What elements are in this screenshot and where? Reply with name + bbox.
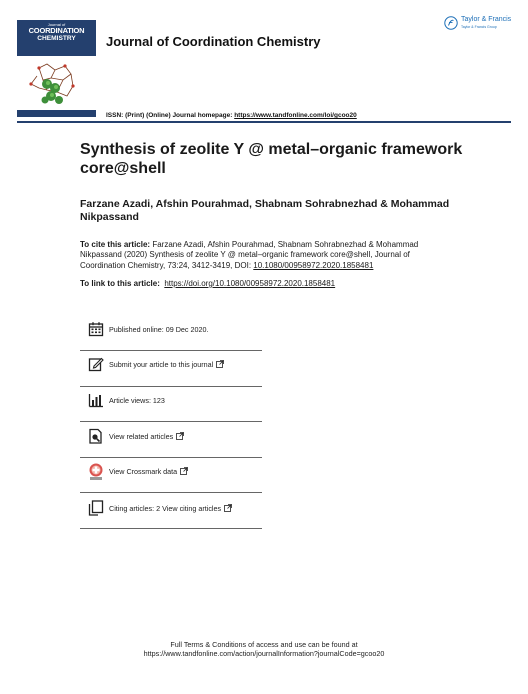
calendar-icon (88, 321, 104, 337)
crossmark-link[interactable]: View Crossmark data (109, 467, 178, 476)
publisher-name: Taylor & Francis (461, 16, 512, 23)
article-doi-link[interactable]: https://doi.org/10.1080/00958972.2020.1858481 (164, 279, 336, 288)
related-articles-link[interactable]: View related articles (109, 432, 174, 441)
external-link-icon (224, 504, 232, 512)
cover-bottom-band (17, 110, 96, 117)
cover-title-line-2: CHEMISTRY (37, 34, 76, 42)
header-divider (17, 121, 511, 123)
citation-text: Farzane Azadi, Afshin Pourahmad, Shabnam Sohrabnezhad & Mohammad Nikpassand (2020) Synthesis of zeolite Y @ metal–organic framework core@shell, Journal of Coordination Chemistry, 73:24, 3412-3419, DOI: (80, 240, 419, 270)
footer-terms (0, 640, 528, 658)
cover-molecule-illustration (17, 56, 96, 117)
external-link-icon (180, 467, 188, 475)
citing-articles-link[interactable]: Citing articles: 2 View citing articles (109, 504, 222, 513)
submit-article-label-wrap (109, 360, 224, 369)
citation-doi-link[interactable]: 10.1080/00958972.2020.1858481 (253, 260, 374, 270)
crossmark-label-wrap (109, 467, 188, 476)
journal-title: Journal of Coordination Chemistry (106, 34, 321, 49)
row-divider (80, 350, 262, 351)
row-divider (80, 421, 262, 422)
crossmark-row[interactable] (88, 463, 262, 493)
related-articles-label-wrap (109, 432, 184, 441)
journal-cover-thumbnail (17, 20, 96, 117)
footer-terms-link[interactable]: https://www.tandfonline.com/action/journalInformation?journalCode=gcoo20 (143, 649, 385, 658)
bar-chart-icon (88, 392, 104, 408)
crossmark-icon (88, 463, 104, 481)
cover-title-line-1: COORDINATION (28, 26, 85, 35)
cover-title-band (17, 20, 96, 56)
citing-articles-label-wrap (109, 504, 232, 513)
article-title: Synthesis of zeolite Y @ metal–organic framework core@shell (80, 141, 463, 177)
external-link-icon (216, 360, 224, 368)
document-search-icon (88, 428, 104, 444)
citing-articles-row[interactable] (88, 500, 262, 530)
cover-title-small: Journal of (47, 22, 66, 27)
publisher-emblem-icon (444, 16, 458, 30)
submit-article-row[interactable] (88, 356, 262, 386)
related-articles-row[interactable] (88, 428, 262, 458)
issn-line (106, 112, 357, 119)
citation-label: To cite this article: (80, 240, 151, 249)
row-divider (80, 386, 262, 387)
article-views-row (88, 392, 262, 422)
journal-homepage-link[interactable]: https://www.tandfonline.com/loi/gcoo20 (234, 112, 357, 119)
publisher-logo (444, 15, 514, 33)
external-link-icon (176, 432, 184, 440)
citation-block (80, 240, 430, 271)
submit-article-link[interactable]: Submit your article to this journal (109, 360, 214, 369)
published-online-text: Published online: 09 Dec 2020. (109, 325, 209, 334)
article-link-line (80, 279, 460, 288)
article-views-text: Article views: 123 (109, 396, 165, 405)
row-divider (80, 528, 262, 529)
row-divider (80, 492, 262, 493)
issn-text: ISSN: (Print) (Online) Journal homepage: (106, 112, 235, 119)
copy-documents-icon (88, 500, 104, 516)
row-divider (80, 457, 262, 458)
published-online-row (88, 321, 262, 351)
article-link-label: To link to this article: (80, 279, 160, 288)
edit-document-icon (88, 356, 104, 372)
publisher-tagline: Taylor & Francis Group (461, 25, 497, 29)
article-authors: Farzane Azadi, Afshin Pourahmad, Shabnam Sohrabnezhad & Mohammad Nikpassand (80, 198, 450, 223)
footer-line-1: Full Terms & Conditions of access and use can be found at (170, 640, 358, 649)
